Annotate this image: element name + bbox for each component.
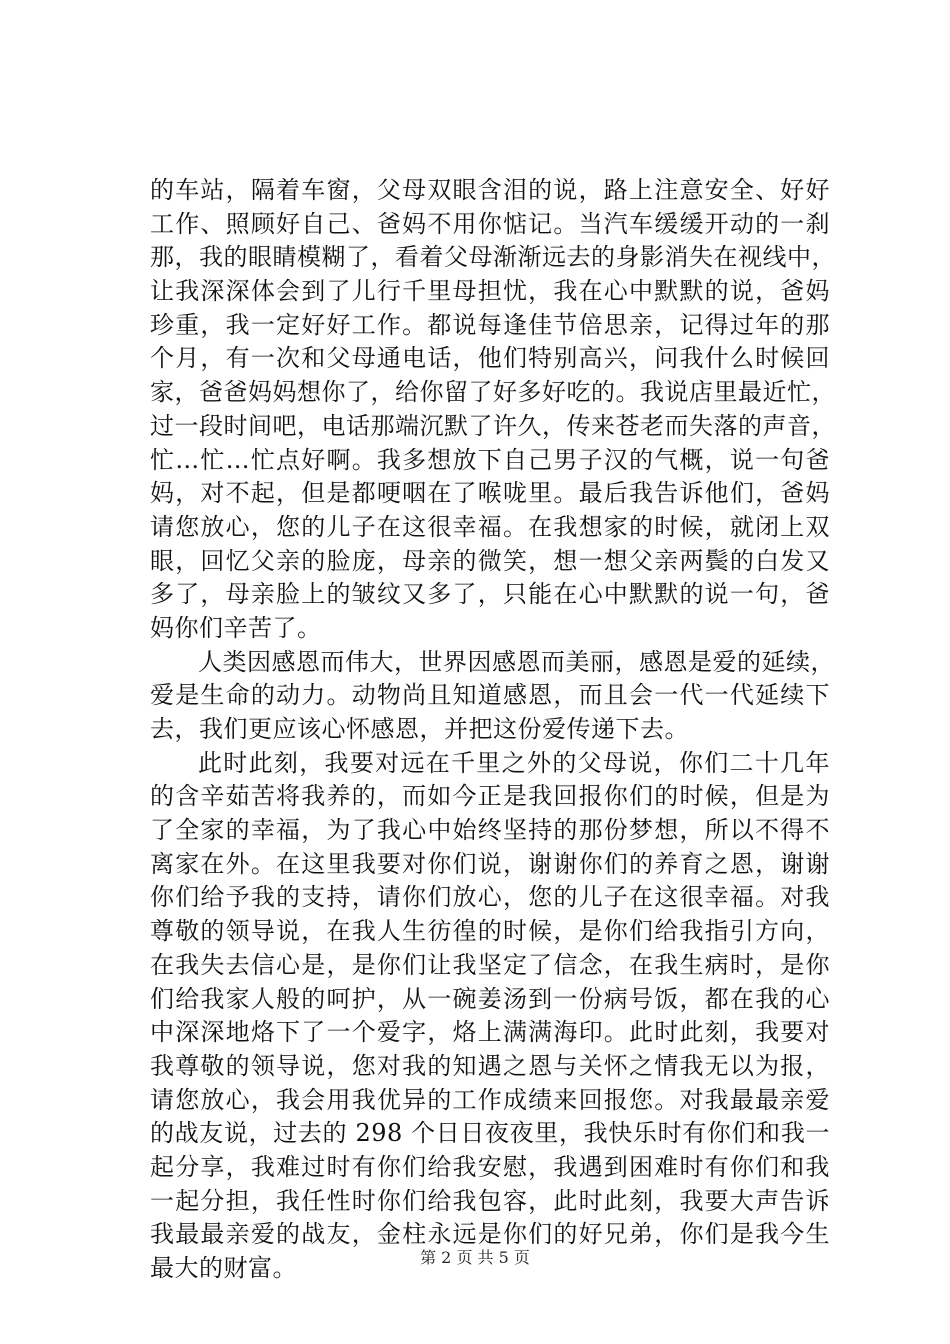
text-line: 的战友说，过去的 298 个日日夜夜里，我快乐时有你们和我一	[150, 1119, 830, 1148]
text-line: 爱是生命的动力。动物尚且知道感恩，而且会一代一代延续下	[150, 681, 830, 710]
text-line: 忙…忙…忙点好啊。我多想放下自己男子汉的气概，说一句爸	[150, 445, 830, 474]
text-line: 珍重，我一定好好工作。都说每逢佳节倍思亲，记得过年的那	[150, 310, 830, 339]
text-line: 人类因感恩而伟大，世界因感恩而美丽，感恩是爱的延续，	[198, 647, 835, 676]
text-line: 起分享，我难过时有你们给我安慰，我遇到困难时有你们和我	[150, 1152, 830, 1181]
page-footer: 第 2 页 共 5 页	[420, 1248, 530, 1267]
text-line: 你们给予我的支持，请你们放心，您的儿子在这很幸福。对我	[150, 883, 830, 912]
text-line: 那，我的眼睛模糊了，看着父母渐渐远去的身影消失在视线中，	[150, 243, 836, 272]
text-line: 了全家的幸福，为了我心中始终坚持的那份梦想，所以不得不	[150, 816, 830, 845]
text-line: 我尊敬的领导说，您对我的知遇之恩与关怀之情我无以为报，	[150, 1051, 830, 1080]
text-line: 中深深地烙下了一个爱字，烙上满满海印。此时此刻，我要对	[150, 1018, 830, 1047]
body-text	[150, 174, 836, 1286]
text-line: 我最最亲爱的战友，金柱永远是你们的好兄弟，你们是我今生	[150, 1220, 830, 1249]
text-line: 个月，有一次和父母通电话，他们特别高兴，问我什么时候回	[150, 344, 830, 373]
text-line: 此时此刻，我要对远在千里之外的父母说，你们二十几年	[198, 748, 830, 777]
text-line: 妈，对不起，但是都哽咽在了喉咙里。最后我告诉他们，爸妈	[150, 479, 830, 508]
text-line: 去，我们更应该心怀感恩，并把这份爱传递下去。	[150, 715, 689, 743]
text-line: 过一段时间吧，电话那端沉默了许久，传来苍老而失落的声音，	[150, 411, 836, 440]
text-line: 最大的财富。	[150, 1254, 297, 1282]
text-line: 尊敬的领导说，在我人生彷徨的时候，是你们给我指引方向，	[150, 917, 830, 946]
text-line: 妈你们辛苦了。	[150, 613, 322, 642]
text-line: 的含辛茹苦将我养的，而如今正是我回报你们的时候，但是为	[150, 782, 830, 811]
text-line: 让我深深体会到了儿行千里母担忧，我在心中默默的说，爸妈	[150, 277, 830, 306]
text-line: 家，爸爸妈妈想你了，给你留了好多好吃的。我说店里最近忙，	[150, 378, 836, 407]
text-line: 离家在外。在这里我要对你们说，谢谢你们的养育之恩，谢谢	[150, 849, 830, 878]
text-line: 工作、照顾好自己、爸妈不用你惦记。当汽车缓缓开动的一刹	[150, 209, 830, 238]
text-line: 一起分担，我任性时你们给我包容，此时此刻，我要大声告诉	[150, 1186, 830, 1215]
text-line: 请您放心，我会用我优异的工作成绩来回报您。对我最最亲爱	[150, 1085, 830, 1114]
text-line: 眼，回忆父亲的脸庞，母亲的微笑，想一想父亲两鬓的白发又	[150, 546, 830, 575]
text-line: 们给我家人般的呵护，从一碗姜汤到一份病号饭，都在我的心	[150, 984, 830, 1013]
text-line: 在我失去信心是，是你们让我坚定了信念，在我生病时，是你	[150, 950, 830, 979]
text-line: 请您放心，您的儿子在这很幸福。在我想家的时候，就闭上双	[150, 512, 830, 541]
text-line: 的车站，隔着车窗，父母双眼含泪的说，路上注意安全、好好	[150, 176, 830, 204]
text-line: 多了，母亲脸上的皱纹又多了，只能在心中默默的说一句，爸	[150, 580, 830, 609]
